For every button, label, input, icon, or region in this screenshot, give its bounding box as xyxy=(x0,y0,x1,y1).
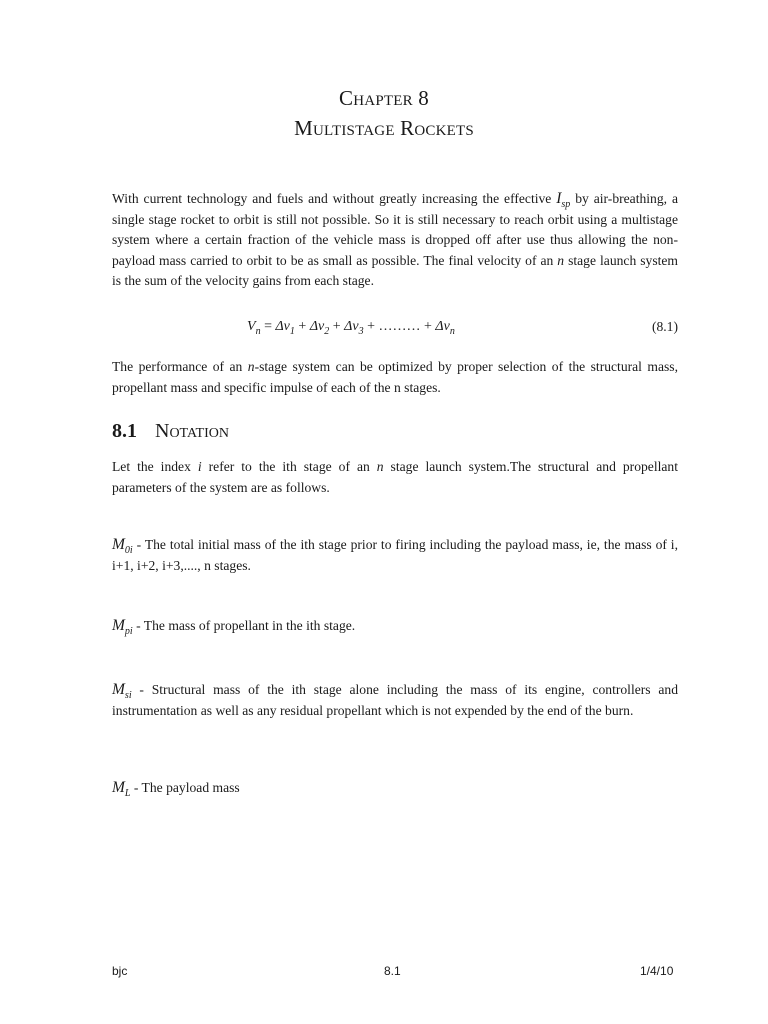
eq-plus-4: + xyxy=(420,319,436,334)
notation-text-3: stage launch system.The structural and propellant parameters of the system are as follows. xyxy=(112,459,678,495)
definition-msi xyxy=(112,680,678,721)
performance-text-2: -stage system can be optimized by proper selection of the structural mass, propellant mass and specific impulse of each of the n stages. xyxy=(112,359,678,395)
equation-number: (8.1) xyxy=(651,319,678,334)
notation-intro-paragraph xyxy=(112,457,678,498)
eq-term-n: Δv xyxy=(435,319,450,334)
performance-n-symbol: n xyxy=(247,359,255,374)
def-subscript: 0i xyxy=(124,545,133,556)
definition-m0i xyxy=(112,535,678,576)
def-subscript: L xyxy=(124,788,131,799)
def-symbol: M xyxy=(112,617,125,634)
def-symbol: M xyxy=(112,536,125,553)
eq-plus-2: + xyxy=(329,319,345,334)
footer-date: 1/4/10 xyxy=(640,964,674,978)
footer-author: bjc xyxy=(112,964,128,978)
def-subscript: si xyxy=(124,690,132,701)
notation-n-symbol: n xyxy=(376,459,384,474)
eq-term-1-sub: 1 xyxy=(289,326,295,337)
intro-text-1: With current technology and fuels and without greatly increasing the effective xyxy=(112,191,557,206)
notation-text-2: refer to the ith stage of an xyxy=(201,459,377,474)
footer-page-number: 8.1 xyxy=(384,964,401,978)
def-text: - The mass of propellant in the ith stage. xyxy=(132,618,356,633)
section-number: 8.1 xyxy=(112,420,137,442)
n-symbol: n xyxy=(557,252,565,268)
notation-i-symbol: i xyxy=(197,459,202,474)
chapter-title: Multistage Rockets xyxy=(294,116,474,140)
eq-lhs: V xyxy=(247,319,256,334)
eq-plus-3: + xyxy=(363,319,379,334)
def-symbol: M xyxy=(112,779,125,796)
eq-equals: = xyxy=(260,319,276,334)
definition-ml xyxy=(112,778,678,799)
notation-text-1: Let the index xyxy=(112,459,198,474)
performance-text-1: The performance of an xyxy=(112,359,248,374)
eq-term-n-sub: n xyxy=(449,326,455,337)
eq-term-3-sub: 3 xyxy=(358,326,364,337)
eq-term-2-sub: 2 xyxy=(324,326,330,337)
eq-term-3: Δv xyxy=(344,319,359,334)
intro-text-2: by air-breathing, a single stage rocket to orbit is still not possible. So it is still necessary to reach orbit using a multistage system where a certain fraction of the vehicle mass is dropped off after use thus allowing the non-payload mass carried to orbit to be as small as possible. The final velocity of an xyxy=(112,191,678,268)
intro-paragraph xyxy=(112,189,678,292)
def-text: - Structural mass of the ith stage alone including the mass of its engine, controllers and instrumentation as well as any residual propellant which is not expended by the end of the burn. xyxy=(112,682,678,718)
equation-8-1 xyxy=(112,319,678,341)
performance-paragraph xyxy=(112,357,678,398)
def-subscript: pi xyxy=(124,626,133,637)
section-title: Notation xyxy=(155,420,229,442)
definition-mpi xyxy=(112,616,678,637)
eq-plus-1: + xyxy=(294,319,310,334)
intro-text-3: stage launch system is the sum of the velocity gains from each stage. xyxy=(112,252,678,288)
eq-term-1: Δv xyxy=(275,319,290,334)
isp-subscript: sp xyxy=(561,199,571,210)
eq-term-2: Δv xyxy=(309,319,325,334)
eq-dots: ……… xyxy=(378,319,421,334)
chapter-label: Chapter 8 xyxy=(339,86,429,110)
def-text: - The payload mass xyxy=(130,780,240,795)
def-symbol: M xyxy=(112,681,125,698)
section-heading xyxy=(112,420,229,443)
isp-symbol: I xyxy=(556,190,562,207)
def-text: - The total initial mass of the ith stage prior to firing including the payload mass, ie, the mass of i, i+1, i+2, i+3,...., n stages. xyxy=(112,537,678,573)
eq-lhs-sub: n xyxy=(255,326,261,337)
